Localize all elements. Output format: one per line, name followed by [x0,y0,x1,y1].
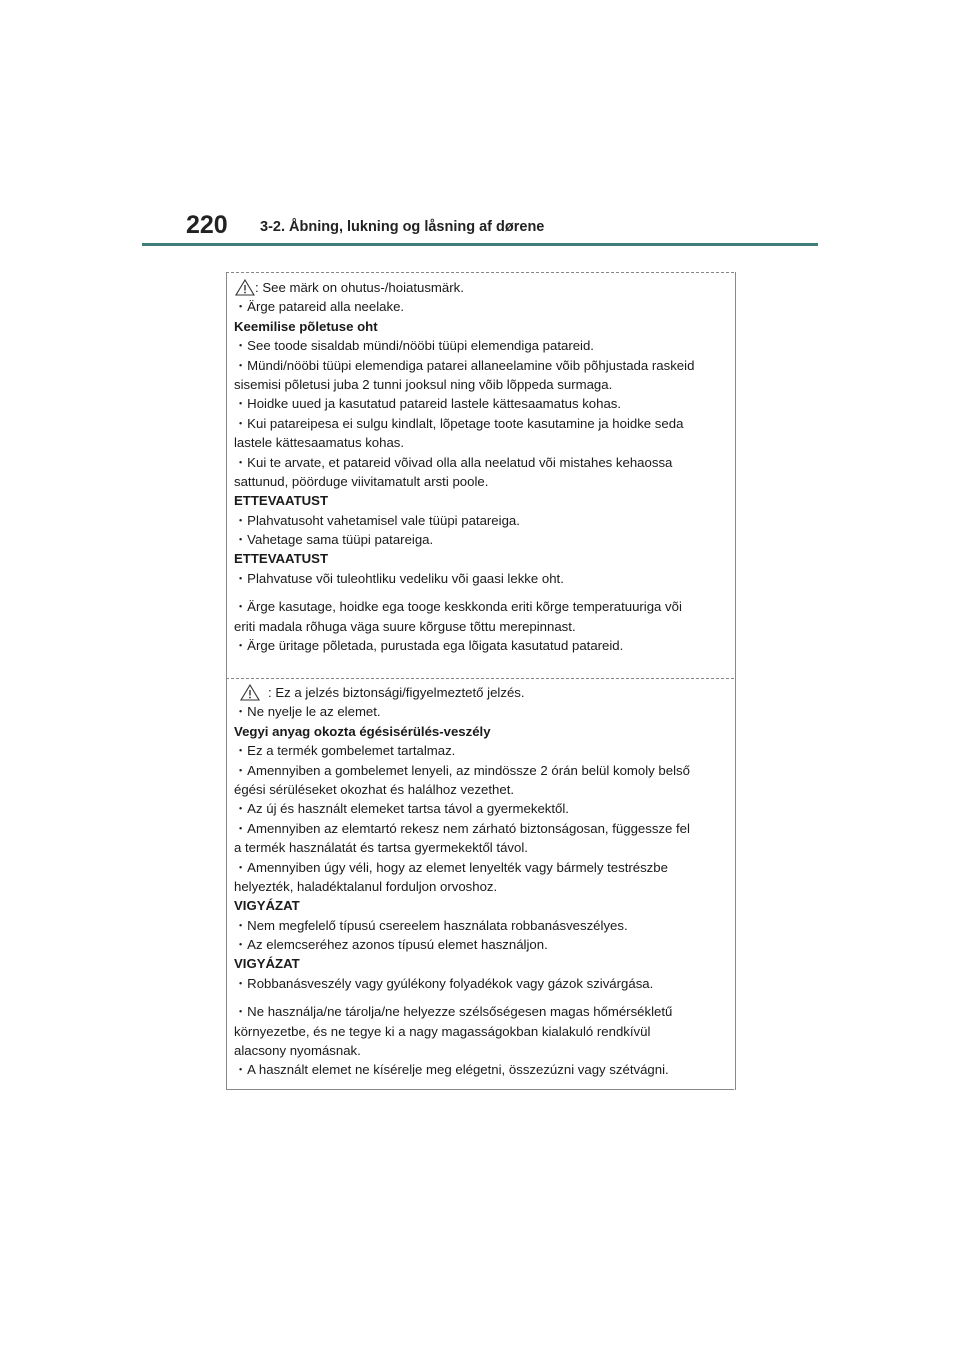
text-line: ・Ärge kasutage, hoidke ega tooge keskkonda eriti kõrge temperatuuriga või [234,599,682,615]
hungarian-section [234,683,730,1080]
text-line: ・Kui te arvate, et patareid võivad olla alla neelatud või mistahes kehaossa [234,454,673,470]
warning-triangle-icon [235,279,255,296]
hungarian-warning-text: : Ez a jelzés biztonsági/figyelmeztető jelzés. [268,685,525,700]
spacer [234,993,730,1002]
text-line: ・Amennyiben az elemtartó rekesz nem zárható biztonságosan, függessze fel [234,820,690,836]
text-line: alacsony nyomásnak. [234,1043,361,1059]
text-line: ・Az elemcseréhez azonos típusú elemet használjon. [234,937,548,953]
text-line: ・Nem megfelelő típusú csereelem használata robbanásveszélyes. [234,917,628,933]
text-line: ・Ärge patareid alla neelake. [234,299,405,315]
text-line: ・Hoidke uued ja kasutatud patareid lastele kättesaamatus kohas. [234,396,622,412]
text-line: ・Ne nyelje le az elemet. [234,704,381,720]
caution-heading: ETTEVAATUST [234,493,329,509]
section-title: 3-2. Åbning, lukning og låsning af dørene [260,219,545,235]
text-line: ・Ez a termék gombelemet tartalmaz. [234,743,456,759]
text-line: ・Ärge üritage põletada, purustada ega lõigata kasutatud patareid. [234,638,624,654]
text-line: ・See toode sisaldab mündi/nööbi tüüpi elemendiga patareid. [234,338,594,354]
warning-box-bottom-border [226,1089,734,1090]
text-line: ・A használt elemet ne kísérelje meg elégetni, összezúzni vagy szétvágni. [234,1062,669,1078]
warning-triangle-icon [240,684,260,701]
text-line: ・Amennyiben úgy véli, hogy az elemet lenyelték vagy bármely testrészbe [234,859,668,875]
caution-heading: VIGYÁZAT [234,956,300,972]
text-line: sisemisi põletusi juba 2 tunni jooksul ning võib lõppeda surmaga. [234,376,613,392]
caution-heading: ETTEVAATUST [234,551,329,567]
text-line: lastele kättesaamatus kohas. [234,435,405,451]
header-rule [142,243,818,246]
estonian-warning-text: : See märk on ohutus-/hoiatusmärk. [255,280,464,295]
warning-box-top-border [226,272,734,273]
section-divider [226,678,734,679]
estonian-section [234,278,730,655]
text-line: égési sérüléseket okozhat és halálhoz vezethet. [234,781,515,797]
subheading: Vegyi anyag okozta égésisérülés-veszély [234,723,491,739]
subheading: Keemilise põletuse oht [234,318,378,334]
caution-heading: VIGYÁZAT [234,898,300,914]
text-line: ・Kui patareipesa ei sulgu kindlalt, lõpetage toote kasutamine ja hoidke seda [234,415,684,431]
text-line: helyezték, haladéktalanul forduljon orvoshoz. [234,878,498,894]
text-line: sattunud, pöörduge viivitamatult arsti poole. [234,473,489,489]
text-line: ・Plahvatuse või tuleohtliku vedeliku või gaasi lekke oht. [234,570,564,586]
text-line: eriti madala rõhuga väga suure kõrguse tõttu merepinnast. [234,618,576,634]
text-line: ・Amennyiben a gombelemet lenyeli, az mindössze 2 órán belül komoly belső [234,762,690,778]
text-line: környezetbe, és ne tegye ki a nagy magasságokban kialakuló rendkívül [234,1023,651,1039]
text-line: ・Robbanásveszély vagy gyúlékony folyadékok vagy gázok szivárgása. [234,975,654,991]
text-line: ・Vahetage sama tüüpi patareiga. [234,532,434,548]
hungarian-warning-line [234,683,730,702]
page-header [0,0,960,250]
text-line: ・Mündi/nööbi tüüpi elemendiga patarei allaneelamine võib põhjustada raskeid [234,357,695,373]
estonian-warning-line [234,278,730,297]
text-line: ・Plahvatusoht vahetamisel vale tüüpi patareiga. [234,512,520,528]
spacer [234,588,730,597]
page-number: 220 [186,211,228,239]
text-line: ・Ne használja/ne tárolja/ne helyezze szélsőségesen magas hőmérsékletű [234,1004,673,1020]
text-line: a termék használatát és tartsa gyermekektől távol. [234,840,528,856]
text-line: ・Az új és használt elemeket tartsa távol a gyermekektől. [234,801,569,817]
